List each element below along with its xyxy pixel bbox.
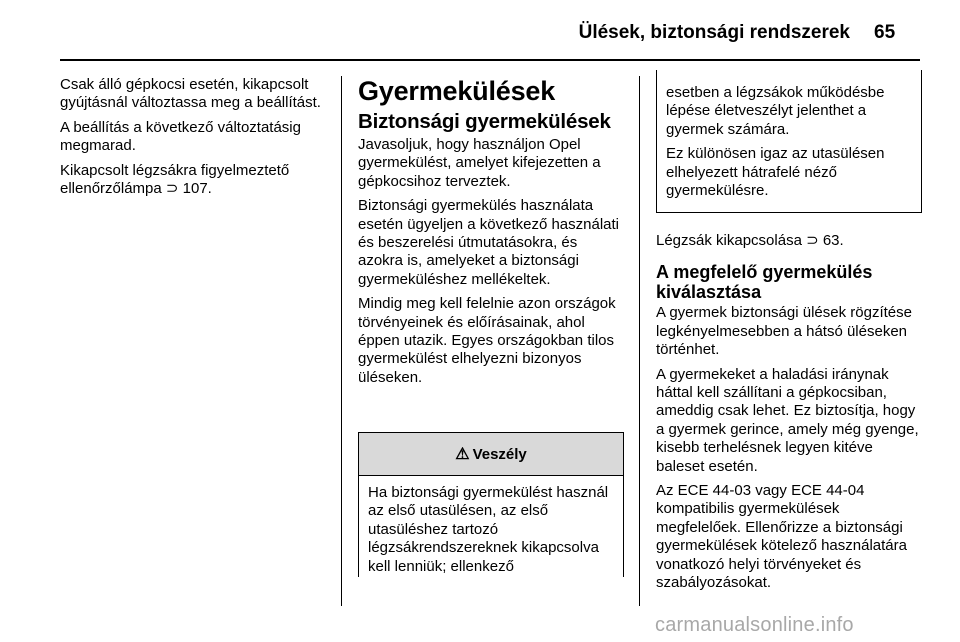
- paragraph: A gyermek biztonsági ülések rögzítése legkényelmesebben a hátsó üléseken történhet.: [656, 304, 912, 359]
- paragraph: A gyermekeket a haladási iránynak háttal kell szállítani a gépkocsiban, ameddig csak lehet. Ez biztosítja, hogy a gyermek gerince, amely még gyenge, kisebb terhelésnek legyen kitéve baleset esetén.: [656, 365, 919, 475]
- column-3: [656, 232, 924, 599]
- warning-text: Ez különösen igaz az utasülésen elhelyezett hátrafelé néző gyermekülésre.: [666, 145, 885, 200]
- warning-title: Veszély: [472, 445, 527, 463]
- subsection-heading: A megfelelő gyermekülés kiválasztása: [656, 262, 873, 303]
- column-1: [60, 76, 328, 204]
- paragraph: Biztonsági gyermekülés használata esetén ügyeljen a következő használati és beszerelési útmutatásokra, és azokra is, amelyeket a biztonsági gyermeküléshez mellékeltek.: [358, 197, 620, 288]
- paragraph: Javasoljuk, hogy használjon Opel gyermekülést, amelyet kifejezetten a gépkocsihoz terveztek.: [358, 136, 601, 190]
- warning-triangle-icon: ⚠: [455, 446, 470, 463]
- column-rule-right: [639, 76, 640, 606]
- header-rule: [60, 59, 920, 61]
- section-heading: Gyermekülések: [358, 76, 556, 106]
- warning-header: [359, 433, 623, 476]
- paragraph: Mindig meg kell felelnie azon országok törvényeinek és előírásainak, ahol éppen utazik. Egyes országokban tilos gyermekülést elhelyezni bizonyos üléseken.: [358, 295, 616, 386]
- watermark: carmanualsonline.info: [655, 614, 854, 636]
- column-rule-left: [341, 76, 342, 606]
- airbag-deactivation-ref: Légzsák kikapcsolása ⊃ 63.: [656, 232, 844, 249]
- subsection-heading: Biztonsági gyermekülések: [358, 110, 611, 133]
- warning-text: esetben a légzsákok működésbe lépése életveszélyt jelenthet a gyermek számára.: [666, 84, 885, 138]
- paragraph: Az ECE 44-03 vagy ECE 44-04 kompatibilis gyermekülések megfelelőek. Ellenőrizze a biztonsági gyermekülések kötelező használatára vonatkozó helyi törvényeket és szabályozásokat.: [656, 482, 907, 592]
- warning-box-continued: [656, 70, 922, 213]
- page-number: 65: [874, 22, 896, 43]
- header-title: Ülések, biztonsági rendszerek: [578, 22, 850, 43]
- warning-body: [359, 476, 623, 576]
- warning-box: [358, 432, 624, 577]
- warning-text: Ha biztonsági gyermekülést használ az első utasülésen, az első utasüléshez tartozó légzsákrendszereknek kikapcsolva kell lenniük; ellenkező: [368, 484, 609, 575]
- airbag-warning-light-ref: Kikapcsolt légzsákra figyelmeztető ellenőrzőlámpa ⊃ 107.: [60, 161, 290, 198]
- warning-body: [657, 70, 921, 200]
- column-2: [358, 76, 626, 393]
- paragraph: A beállítás a következő változtatásig megmarad.: [60, 118, 301, 155]
- paragraph: Csak álló gépkocsi esetén, kikapcsolt gyújtásnál változtassa meg a beállítást.: [60, 76, 321, 112]
